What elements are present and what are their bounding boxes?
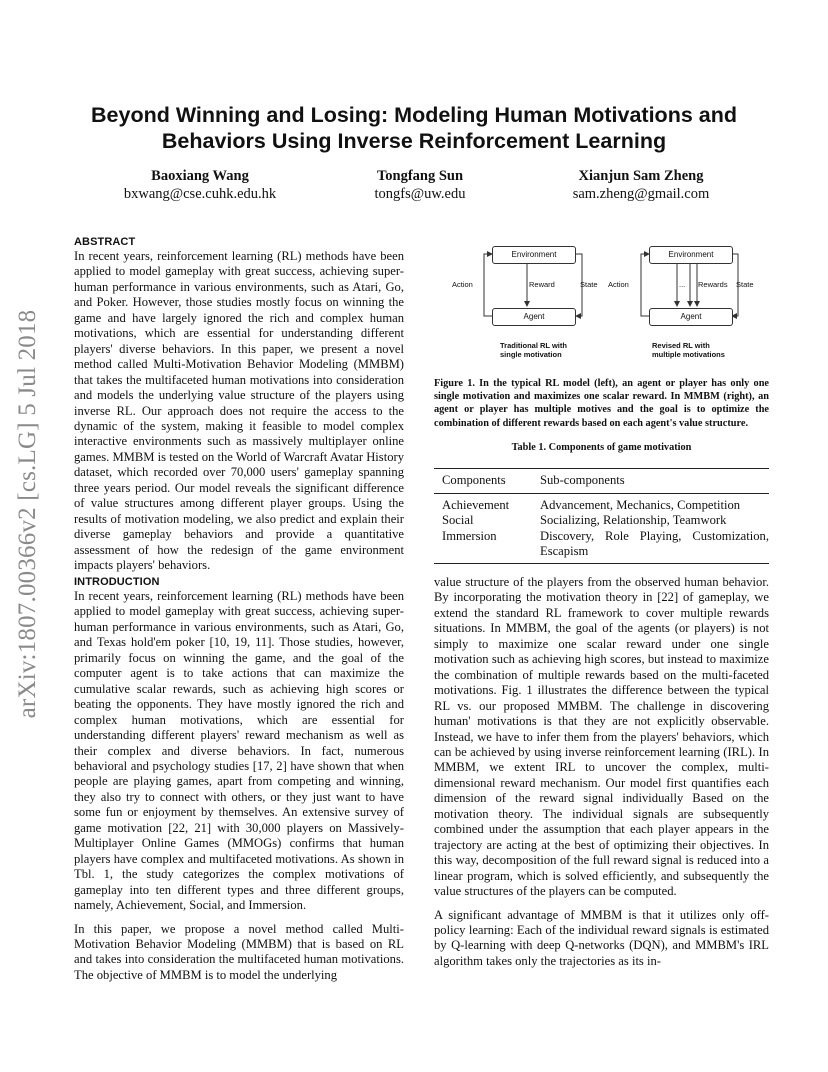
environment-box: Environment <box>649 246 733 264</box>
table-row <box>434 529 769 560</box>
abstract-section <box>74 236 404 574</box>
action-label: Action <box>608 280 629 289</box>
intro-continued <box>434 575 769 969</box>
caption-line: single motivation <box>500 350 562 359</box>
table-mid-rule <box>434 493 769 494</box>
intro-paragraph-1: In recent years, reinforcement learning (RL) methods have been applied to model gameplay with great success, achieving super-human performance in various environments, such as Atari, Go, and Texas hold'em poker [10, 19, 11]. Those studies, however, primarily focus on winning the game, and the goal of the computer agent is to take actions that can maximize the cumulative scalar rewards, such as achieving high scores or beating the opponents. They have mostly ignored the rich and complex human motivations, which are essential for understanding different players' reward mechanism as well as their complex and diverse behaviors. In fact, numerous behavioral and psychology studies [17, 2] have shown that when people are playing games, apart from competing and winning, they also try to connect with others, or they just want to have some fun or enjoyment by themselves. An extensive survey of game motivation [22, 21] with 30,000 players on Massively-Multiplayer Online Games (MMOGs) confirms that human players have complex and multifaceted motivations. As shown in Tbl. 1, the study categorizes the complex motivations of gameplay into ten different types and three different groups, namely, Achievement, Social, and Immersion. <box>74 589 404 913</box>
author-email: sam.zheng@gmail.com <box>572 186 710 202</box>
author-name: Xianjun Sam Zheng <box>578 168 704 184</box>
table-body <box>434 498 769 560</box>
table-cell: Achievement <box>442 497 510 512</box>
introduction-section <box>74 576 404 983</box>
action-label: Action <box>452 280 473 289</box>
author-block-2 <box>310 167 530 203</box>
table-cell: Social <box>442 513 474 527</box>
table-cell: Advancement, Mechanics, Competition <box>540 497 741 512</box>
environment-box: Environment <box>492 246 576 264</box>
table-1 <box>434 468 769 564</box>
caption-line: Traditional RL with <box>500 341 567 350</box>
author-block-3 <box>531 167 751 203</box>
intro-paragraph-4: A significant advantage of MMBM is that it utilizes only off-policy learning: Each of the individual reward signals is estimated by Q-learning with deep Q-networks (DQN), and MMBM's IRL algorithm takes only the trajectories as its in- <box>434 907 769 968</box>
author-name: Tongfang Sun <box>376 168 464 184</box>
figure-1 <box>434 236 770 366</box>
author-name: Baoxiang Wang <box>151 168 249 184</box>
state-label: State <box>580 280 598 289</box>
dots-label: ... <box>679 280 686 289</box>
caption-line: multiple motivations <box>652 350 725 359</box>
state-label: State <box>736 280 754 289</box>
paper-title: Beyond Winning and Losing: Modeling Human Motivations and Behaviors Using Inverse Reinforcement Learning <box>91 103 737 153</box>
agent-box: Agent <box>492 308 576 326</box>
table-cell: Discovery, Role Playing, Customization, Escapism <box>540 528 769 558</box>
introduction-heading: INTRODUCTION <box>74 576 160 588</box>
left-diagram-caption <box>500 341 567 359</box>
abstract-text: In recent years, reinforcement learning (RL) methods have been applied to model gameplay with great success, achieving super-human performance in various environments, such as Atari, Go, and Poker. However, those studies mostly focus on winning the game and have largely ignored the rich and complex human motivations, which are essential for understanding different players' diverse behaviors. In this paper, we present a novel method called Multi-Motivation Behavior Modeling (MMBM) that takes the multifaceted human motivations into consideration and models the underlying value structure of the players using inverse RL. Our approach does not require the access to the dynamic of the system, making it feasible to model complex interactive environments such as massively multiplayer online games. MMBM is tested on the World of Warcraft Avatar History dataset, which recorded over 70,000 users' gameplay spanning three years period. Our model reveals the significant difference of value structures among different player groups. Using the results of motivation modeling, we also predict and explain their diverse gameplay behaviors and provide a quantitative assessment of how the redesign of the game environment impacts players' behaviors. <box>74 249 404 573</box>
author-email: bxwang@cse.cuhk.edu.hk <box>123 186 277 202</box>
table-top-rule <box>434 468 769 469</box>
right-diagram-caption <box>652 341 725 359</box>
table-header-cell: Components <box>442 473 506 487</box>
reward-label: Reward <box>529 280 555 289</box>
table-row <box>434 513 769 529</box>
author-email: tongfs@uw.edu <box>374 186 466 202</box>
table-header <box>434 473 769 489</box>
table-header-cell: Sub-components <box>540 473 625 487</box>
agent-box: Agent <box>649 308 733 326</box>
abstract-heading: ABSTRACT <box>74 236 136 248</box>
table-row <box>434 498 769 514</box>
arxiv-stamp: arXiv:1807.00366v2 [cs.LG] 5 Jul 2018 <box>14 309 41 719</box>
figure-1-caption: Figure 1. In the typical RL model (left), an agent or player has only one single motivation and maximizes one scalar reward. In MMBM (right), an agent or player has multiple motives and the goal is to optimize the combination of different rewards based on each agent's value structure. <box>434 378 769 429</box>
author-block-1 <box>90 167 310 203</box>
caption-line: Revised RL with <box>652 341 710 350</box>
table-bottom-rule <box>434 563 769 564</box>
intro-paragraph-2: In this paper, we propose a novel method called Multi-Motivation Behavior Modeling (MMBM) that is based on RL and takes into consideration the multifaceted human motivations. The objective of MMBM is to model the underlying <box>74 921 404 982</box>
rewards-label: Rewards <box>698 280 728 289</box>
table-cell: Immersion <box>442 528 497 543</box>
intro-paragraph-3: value structure of the players from the observed human behavior. By incorporating the motivation theory in [22] of gameplay, we extend the standard RL framework to cover multiple rewards situations. In MMBM, the goal of the agents (or players) is not simply to maximize one scalar reward under one single motivation such as achieving high scores, but instead to maximize the combination of multiple rewards based on the multi-faceted motivations. Fig. 1 illustrates the difference between the typical RL vs. our proposed MMBM. The challenge in discovering human' motivations is that they are not explicitly observable. Instead, we have to infer them from the players' behaviors, which can be achieved by using inverse reinforcement learning (IRL). In MMBM, we extent IRL to uncover the complex, multi-dimensional reward mechanism. Our model first quantifies each dimension of the reward signal individually Based on the motivation theory. The individual signals are subsequently combined under the assumption that each player appears in the trajectory are acting at the best of optimizing their objectives. In this way, decomposition of the full reward signal is reduced into a linear program, which is solved efficiently, and subsequently the value structures of the players can be computed. <box>434 575 769 899</box>
table-1-caption: Table 1. Components of game motivation <box>511 442 692 453</box>
table-cell: Socializing, Relationship, Teamwork <box>540 513 727 527</box>
